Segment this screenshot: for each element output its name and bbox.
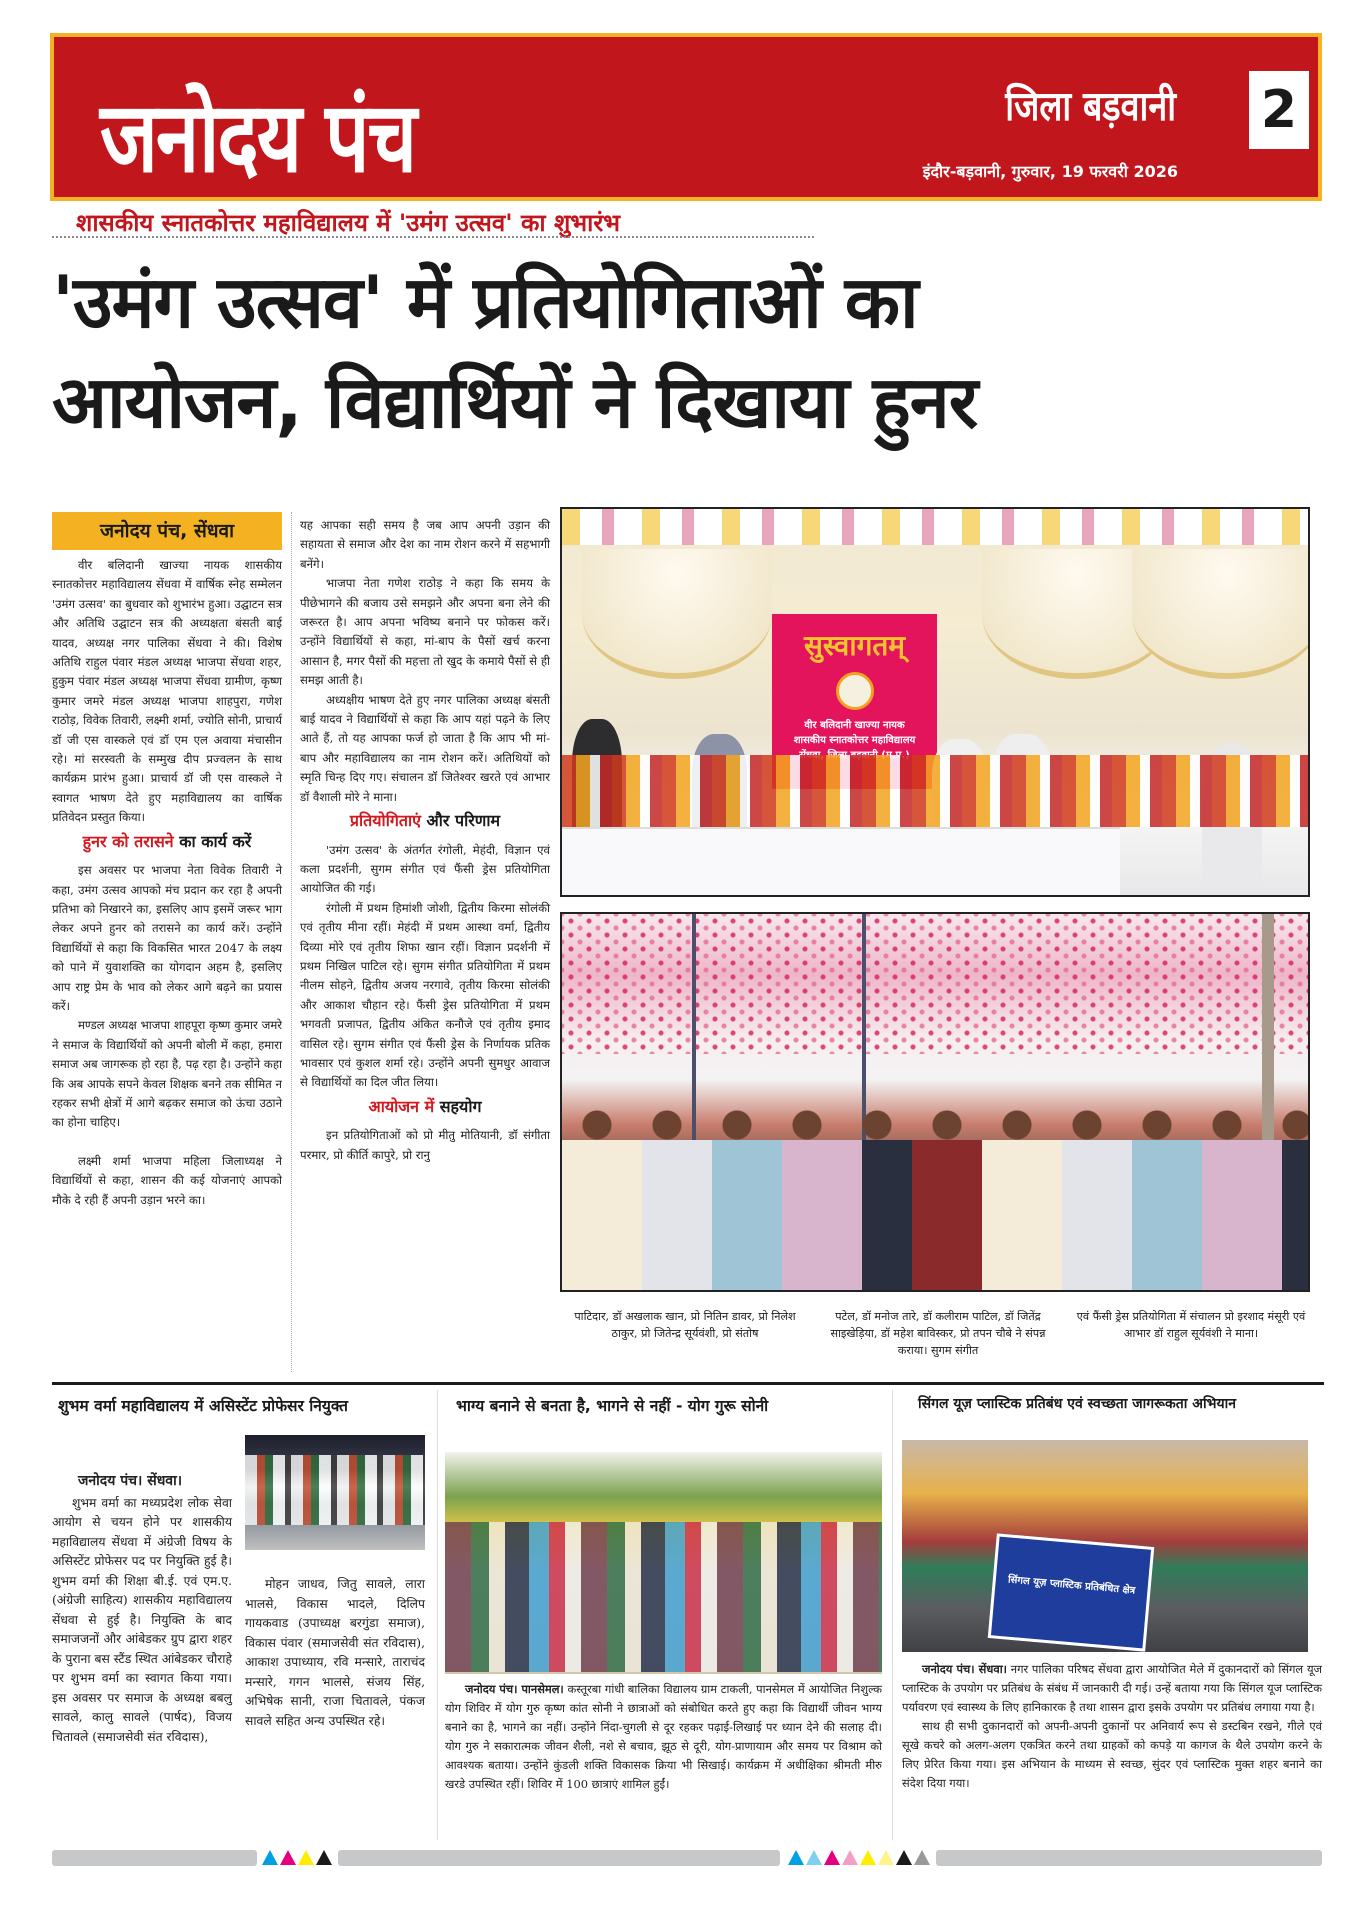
yellow-registration-mark-icon <box>860 1850 876 1865</box>
photo-caption: एवं फैंसी ड्रेस प्रतियोगिता में संचालन प्रो इरशाद मंसूरी एवं आभार डॉ राहुल सूर्यवंशी ने माना। <box>1076 1310 1306 1340</box>
gray-registration-mark-icon <box>914 1850 930 1865</box>
subhead <box>300 811 550 830</box>
column-divider <box>437 1390 438 1840</box>
story4-headline: सिंगल यूज़ प्लास्टिक प्रतिबंध एवं स्वच्छता जागरूकता अभियान <box>918 1396 1236 1412</box>
photo-caption: पटेल, डॉ मनोज तारे, डॉ कलीराम पाटिल, डॉ जितेंद्र साइखेड़िया, डॉ महेश बाविस्कर, प्रो तपन चौबे ने संपन्न कराया। सुगम संगीत <box>830 1310 1046 1357</box>
story2-dateline: जनोदय पंच। सेंधवा। <box>78 1473 183 1489</box>
newspaper-title: जनोदय पंच <box>100 82 416 195</box>
lead-column-2 <box>300 516 550 1165</box>
drape <box>1132 549 1310 679</box>
story4-dateline: जनोदय पंच। सेंधवा। <box>922 1662 1007 1676</box>
plastic-ban-banner <box>988 1533 1155 1651</box>
story3-body <box>445 1680 882 1794</box>
story3-dateline: जनोदय पंच। पानसेमल। <box>465 1682 564 1696</box>
subhead <box>300 1097 550 1116</box>
paragraph: शुभम वर्मा का मध्यप्रदेश लोक सेवा आयोग से चयन होने पर शासकीय महाविद्यालय सेंधवा में अंग्रेजी विषय के असिस्टेंट प्रोफेसर पद पर नियुक्ति हुई है। शुभम वर्मा की शिक्षा बी.ई. एवं एम.ए. (अंग्रेजी साहित्य) शासकीय महाविद्यालय सेंधवा से हुई है। नियुक्ति के बाद समाजजनों और आंबेडकर ग्रुप द्वारा शहर के पुराना बस स्टैंड स्थित आंबेडकर चौराहे पर शुभम वर्मा का स्वागत किया गया। इस अवसर पर समाज के अध्यक्ष बबलु सावले, कालु सावले (पार्षद), विजय चितावले (समाजसेवी संत रविदास), <box>52 1495 232 1744</box>
cyan-registration-mark-icon <box>262 1850 278 1865</box>
district-label: जिला बड़वानी <box>1005 83 1176 131</box>
yoga-students <box>445 1522 882 1672</box>
paragraph: लक्ष्मी शर्मा भाजपा महिला जिलाध्यक्ष ने विद्यार्थियों से कहा, शासन की कई योजनाएं आपको मौके दे रही हैं अपनी उड़ान भरने का। <box>52 1153 282 1207</box>
banner-line: शासकीय स्नातकोत्तर महाविद्यालय <box>793 735 916 746</box>
magenta-registration-mark-icon <box>280 1850 296 1865</box>
paragraph: अध्यक्षीय भाषण देते हुए नगर पालिका अध्यक्ष बंसती बाई यादव ने विद्यार्थियों से कहा कि आप यहां पढ़ने के लिए आते हैं, तो यह आपका फर्ज हो जाता है कि आप भी मां-बाप और महाविद्यालय का नाम रोशन करें। अतिथियों को स्मृति चिन्ह दिए गए। संचालन डॉ जितेश्वर खरते एवं आभार डॉ वैशाली मोरे ने माना। <box>300 692 550 804</box>
byline-box: जनोदय पंच, सेंधवा <box>52 512 282 550</box>
masthead <box>50 33 1322 201</box>
story4-body <box>902 1660 1322 1793</box>
subhead-black: और परिणाम <box>420 811 501 831</box>
paragraph: भाजपा नेता गणेश राठोड़ ने कहा कि समय के पीछेभागने की बजाय उसे समझने और अपना बना लेने की जरूरत है। आप अपना भविष्य बनाने पर फोकस करें। उन्होंने विद्यार्थियों से कहा, मां-बाप के पैसों खर्च करना आसान है, मगर पैसों की महत्ता तो खुद के कमाये पैसों से ही समझ आती है। <box>300 576 550 688</box>
paragraph: नगर पालिका परिषद सेंधवा द्वारा आयोजित मेले में दुकानदारों को सिंगल यूज प्लास्टिक के उपयोग पर प्रतिबंध के संबंध में जानकारी दी गई। उन्हें बताया गया कि सिंगल यूज प्लास्टिक पर्यावरण एवं स्वास्थ्य के लिए हानिकारक है तथा शासन द्वारा इसके उपयोग पर प्रतिबंध लगाया गया है। <box>902 1662 1322 1714</box>
kicker-divider <box>52 236 814 238</box>
stage-photo <box>560 507 1310 897</box>
paragraph: कस्तूरबा गांधी बालिका विद्यालय ग्राम टाकली, पानसेमल में आयोजित निशुल्क योग शिविर में योग गुरु कृष्ण कांत सोनी ने छात्राओं को संबोधित करते हुए कहा कि विद्यार्थी जीवन भाग्य बनाने का है, भागने का नहीं। उन्होंने निंदा-चुगली से दूर रहकर पढ़ाई-लिखाई पर ध्यान देने की सलाह दी। योग गुरु ने सकारात्मक जीवन शैली, नशे से बचाव, झूठ से दूरी, योग-प्राणायाम और समय पर विश्राम को आवश्यक बताया। उन्होंने कुंडली शक्ति विकासक क्रिया भी सिखाई। कार्यक्रम में अधीक्षिका श्रीमती मीरु खरडे उपस्थित रहीं। शिविर में 100 छात्राएं शामिल हुईं। <box>445 1682 882 1791</box>
garland-decoration <box>562 509 1308 545</box>
headline-line-1: 'उमंग उत्सव' में प्रतियोगिताओं का <box>52 260 918 344</box>
paragraph: यह आपका सही समय है जब आप अपनी उड़ान की सहायता से समाज और देश का नाम रोशन करने में सहभागी बनेंगे। <box>300 518 550 571</box>
paragraph: मण्डल अध्यक्ष भाजपा शाहपूरा कृष्ण कुमार जमरे ने समाज के विद्यार्थियों को अपनी बोली में कहा, हमारा समाज अब जागरूक हो रहा है, पढ़ रहा है। उन्होंने कहा कि अब आपके सपने केवल शिक्षक बनने तक सीमित न रहकर सभी क्षेत्रों में आगे बढ़कर समाज को ऊंचा उठाने का होना चाहिए। <box>52 1018 282 1130</box>
magenta-registration-mark-icon <box>824 1850 840 1865</box>
paragraph: वीर बलिदानी खाज्या नायक शासकीय स्नातकोत्तर महाविद्यालय सेंधवा में वार्षिक स्नेह सम्मेलन 'उमंग उत्सव' का बुधवार को शुभारंभ हुआ। उद्घाटन सत्र और अतिथि उद्घाटन सत्र की अध्यक्षता बंसती बाई यादव, अध्यक्ष नगर पालिका सेंधवा ने की। विशेष अतिथि राहुल पंवार मंडल अध्यक्ष भाजपा सेंधवा शहर, हुकुम पंवार मंडल अध्यक्ष भाजपा सेंधवा ग्रामीण, कृष्ण कुमार जमरे मंडल अध्यक्ष भाजपा शाहपुरा, गणेश राठोड़, विवेक तिवारी, लक्ष्मी शर्मा, ज्योति सोनी, प्राचार्य डॉ जी एस वास्कले एवं डॉ एम एल अवाया मंचासीन रहे। मां सरस्वती के सम्मुख दीप प्रज्वलन के साथ कार्यक्रम प्रारंभ हुआ। प्राचार्य डॉ जी एस वास्कले ने स्वागत भाषण देते हुए महाविद्यालय का वार्षिक प्रतिवेदन प्रस्तुत किया। <box>52 558 282 825</box>
audience-front-row <box>562 1140 1308 1290</box>
petal-decoration <box>562 914 1308 1054</box>
main-headline <box>52 252 1332 452</box>
dateline: इंदौर-बड़वानी, गुरुवार, 19 फरवरी 2026 <box>922 162 1178 181</box>
story4-photo <box>902 1440 1308 1652</box>
light-magenta-registration-mark-icon <box>842 1850 858 1865</box>
black-registration-mark-icon <box>896 1850 912 1865</box>
black-registration-mark-icon <box>316 1850 332 1865</box>
light-yellow-registration-mark-icon <box>878 1850 894 1865</box>
audience-photo <box>560 912 1310 1292</box>
subhead-black: का कार्य करें <box>173 831 252 851</box>
banner-line: वीर बलिदानी खाज्या नायक <box>804 720 905 731</box>
photo-caption: पाटिदार, डॉ अखलाक खान, प्रो नितिन डावर, प्रो निलेश ठाकुर, प्रो जितेन्द्र सूर्यवंशी, प्रो संतोष <box>574 1310 796 1340</box>
page-number: 2 <box>1249 71 1309 149</box>
story2-column-a <box>52 1472 232 1747</box>
lead-column-1 <box>52 556 282 1210</box>
subhead-red: हुनर को तरासने <box>82 831 174 851</box>
banner-title: सुस्वागतम् <box>803 629 906 662</box>
paragraph: इस अवसर पर भाजपा नेता विवेक तिवारी ने कहा, उमंग उत्सव आपको मंच प्रदान कर रहा है अपनी प्रतिभा को निखारने का, इसलिए आप इसमें जरूर भाग लेकर अपने हुनर को तरासने का कार्य करें। उन्होंने विद्यार्थियों से कहा कि विकसित भारत 2047 के लक्ष्य को पाने में युवाशक्ति का योगदान अहम है, इसलिए आप राष्ट्र प्रेम के भाव को लेकर आगे बढ़ने का प्रयास करें। <box>52 863 282 1013</box>
paragraph: 'उमंग उत्सव' के अंतर्गत रंगोली, मेहंदी, विज्ञान एवं कला प्रदर्शनी, सुगम संगीत एवं फैंसी ड्रेस प्रतियोगिता आयोजित की गई। <box>300 842 550 896</box>
footer-bar <box>338 1850 780 1866</box>
crowd <box>245 1455 425 1525</box>
footer-bar <box>936 1850 1322 1866</box>
story2-headline: शुभम वर्मा महाविद्यालय में असिस्टेंट प्रोफेसर नियुक्त <box>58 1397 349 1415</box>
college-logo-icon <box>836 672 874 710</box>
stage-table <box>562 827 1120 897</box>
paragraph: मोहन जाधव, जितु सावले, लारा भालसे, विकास भादले, दिलिप गायकवाड (उपाध्यक्ष बरगुंडा समाज), विकास पंवार (समाजसेवी संत रविदास), आकाश उपाध्याय, रवि मन्सारे, ताराचंद मन्सारे, गगन भालसे, संजय सिंह, अभिषेक सानी, राजा चितावले, पंकज सावले सहित अन्य उपस्थित रहे। <box>245 1577 425 1728</box>
section-divider <box>52 1382 1324 1385</box>
story3-photo <box>445 1452 882 1674</box>
light-cyan-registration-mark-icon <box>806 1850 822 1865</box>
subhead <box>52 832 282 851</box>
subhead-red: प्रतियोगिताएं <box>349 811 421 831</box>
story3-headline: भाग्य बनाने से बनता है, भागने से नहीं - योग गुरू सोनी <box>456 1397 769 1415</box>
subhead-red: आयोजन में <box>368 1096 435 1116</box>
banner-text: सिंगल यूज़ प्लास्टिक प्रतिबंधित क्षेत्र <box>1007 1574 1136 1597</box>
column-divider <box>291 512 292 1372</box>
story2-column-b <box>245 1575 425 1731</box>
cyan-registration-mark-icon <box>788 1850 804 1865</box>
headline-line-2: आयोजन, विद्यार्थियों ने दिखाया हुनर <box>52 360 978 444</box>
yellow-registration-mark-icon <box>298 1850 314 1865</box>
drape <box>582 549 772 679</box>
footer-bar <box>52 1850 257 1866</box>
column-divider <box>892 1390 893 1840</box>
paragraph: इन प्रतियोगिताओं को प्रो मीतु मोतियानी, डॉ संगीता परमार, प्रो कीर्ति कापुरे, प्रो रानु <box>300 1128 550 1162</box>
paragraph: रंगोली में प्रथम हिमांशी जोशी, द्वितीय किरमा सोलंकी एवं तृतीय मीना रहीं। मेहंदी में प्रथम आस्था वर्मा, द्वितीय दिव्या मोरे एवं तृतीय शिफा खान रहीं। विज्ञान प्रदर्शनी में प्रथम निखिल पाटिल रहे। सुगम संगीत प्रतियोगिता में प्रथम नीलम सोहने, द्वितीय अजय नरगावे, तृतीय किरमा सोलंकी और आकाश चौहान रहे। फैंसी ड्रेस प्रतियोगिता में प्रथम भगवती प्रजापत, द्वितीय अंकित कनौजे एवं तृतीय इमाद वासिल रहे। सुगम संगीत एवं फैंसी ड्रेस के निर्णायक प्रतिक भावसार एवं कुशल शर्मा रहे। उन्होंने अपनी सुमधुर आवाज से विद्यार्थियों का दिल जीत लिया। <box>300 900 550 1090</box>
flower-garlands <box>562 755 1308 827</box>
story2-photo <box>245 1435 425 1550</box>
kicker: शासकीय स्नातकोत्तर महाविद्यालय में 'उमंग उत्सव' का शुभारंभ <box>76 209 621 237</box>
subhead-black: सहयोग <box>434 1096 482 1116</box>
paragraph: साथ ही सभी दुकानदारों को अपनी-अपनी दुकानों पर अनिवार्य रूप से डस्टबिन रखने, गीले एवं सूखे कचरे को अलग-अलग एकत्रित करने तथा ग्राहकों को कपड़े या कागज के थैले उपयोग करने के लिए प्रेरित किया गया। इस अभियान के माध्यम से स्वच्छ, सुंदर एवं प्लास्टिक मुक्त शहर बनाने का संदेश दिया गया। <box>902 1719 1322 1790</box>
